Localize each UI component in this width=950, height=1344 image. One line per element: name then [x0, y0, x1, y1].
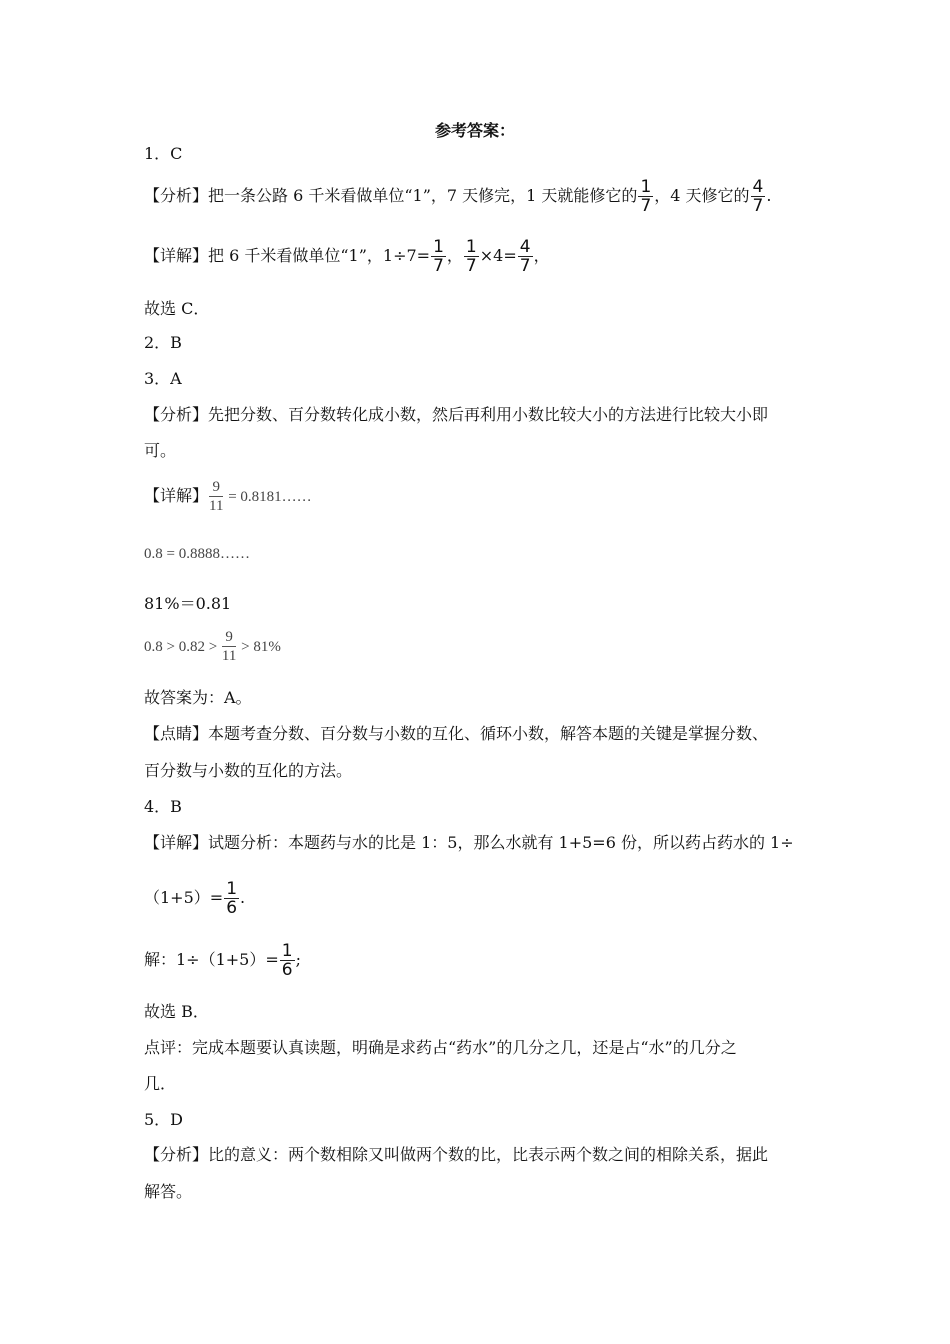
page-title: 参考答案： [434, 121, 515, 140]
q4-answer: 4．B [144, 797, 182, 816]
q5-analysis-line1: 【分析】比的意义：两个数相除又叫做两个数的比，比表示两个数之间的相除关系，据此 [144, 1145, 769, 1164]
q5-analysis-line2: 解答。 [144, 1182, 193, 1201]
fraction-1-6: $\frac{1}{6}$ [226, 879, 238, 918]
q4-detail-line1: 【详解】试题分析：本题药与水的比是 1：5，那么水就有 1+5=6 份，所以药占药水的 1÷ [144, 833, 794, 852]
q1-answer: 1．C [144, 144, 183, 163]
q4-solve: 解：1÷（1+5）= $\frac{1}{6}$ ; [144, 941, 301, 980]
q1-conclusion: 故选 C． [144, 299, 210, 318]
q3-analysis-line1: 【分析】先把分数、百分数转化成小数，然后再利用小数比较大小的方法进行比较大小即 [144, 405, 769, 424]
q4-review-line2: 几． [144, 1074, 177, 1093]
q4-detail-line2: （1+5）= $\frac{1}{6}$ . [144, 879, 246, 918]
q3-compare: 0.8 > 0.82 > $\frac{9}{11}$ > 81% [144, 629, 281, 664]
fraction-9-11: $\frac{9}{11}$ [209, 479, 224, 514]
q3-line2: 0.8 = 0.8888…… [144, 546, 250, 562]
q5-answer: 5．D [144, 1110, 184, 1129]
q3-comment-line2: 百分数与小数的互化的方法。 [144, 761, 353, 780]
q2-answer: 2．B [144, 333, 182, 352]
q3-comment-line1: 【点睛】本题考查分数、百分数与小数的互化、循环小数，解答本题的关键是掌握分数、 [144, 724, 769, 743]
q3-analysis-line2: 可。 [144, 441, 177, 460]
q4-review-line1: 点评：完成本题要认真读题，明确是求药占“药水”的几分之几，还是占“水”的几分之 [144, 1038, 737, 1057]
q3-line3: 81%＝0.81 [144, 594, 232, 613]
fraction-1-7: $\frac{1}{7}$ [640, 177, 652, 216]
q4-conclusion: 故选 B． [144, 1002, 209, 1021]
q1-detail: 【详解】把 6 千米看做单位“1”，1÷7= $\frac{1}{7}$ ， $\frac{1}{7}$ ×4= $\frac{4}{7}$ ， [144, 237, 550, 276]
q3-detail: 【详解】 $\frac{9}{11}$ = 0.8181…… [144, 479, 312, 514]
q1-analysis: 【分析】把一条公路 6 千米看做单位“1”，7 天修完，1 天就能修它的 $\frac{1}{7}$ ，4 天修它的 $\frac{4}{7}$ . [144, 177, 772, 216]
fraction-4-7: $\frac{4}{7}$ [752, 177, 764, 216]
q3-conclusion: 故答案为：A。 [144, 688, 252, 707]
q3-answer: 3．A [144, 369, 182, 388]
